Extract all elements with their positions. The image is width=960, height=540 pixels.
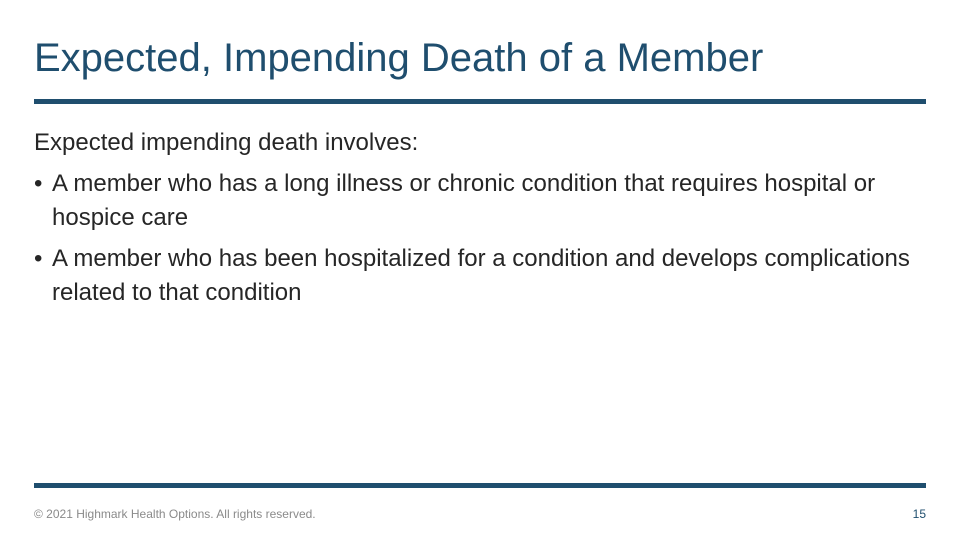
footer-divider	[34, 483, 926, 488]
slide-title: Expected, Impending Death of a Member	[34, 36, 764, 80]
copyright-notice: © 2021 Highmark Health Options. All rights reserved.	[34, 507, 316, 521]
page-number: 15	[912, 507, 926, 521]
bullet-item	[34, 167, 914, 235]
bullet-list	[34, 167, 914, 310]
bullet-text: A member who has been hospitalized for a condition and develops complications related to that condition	[52, 245, 910, 306]
intro-text: Expected impending death involves:	[34, 129, 419, 156]
bullet-item	[34, 242, 914, 310]
bullet-icon: •	[34, 245, 43, 272]
slide-body	[34, 126, 914, 310]
bullet-icon: •	[34, 170, 43, 197]
title-divider	[34, 99, 926, 104]
bullet-text: A member who has a long illness or chronic condition that requires hospital or hospice care	[52, 170, 876, 231]
